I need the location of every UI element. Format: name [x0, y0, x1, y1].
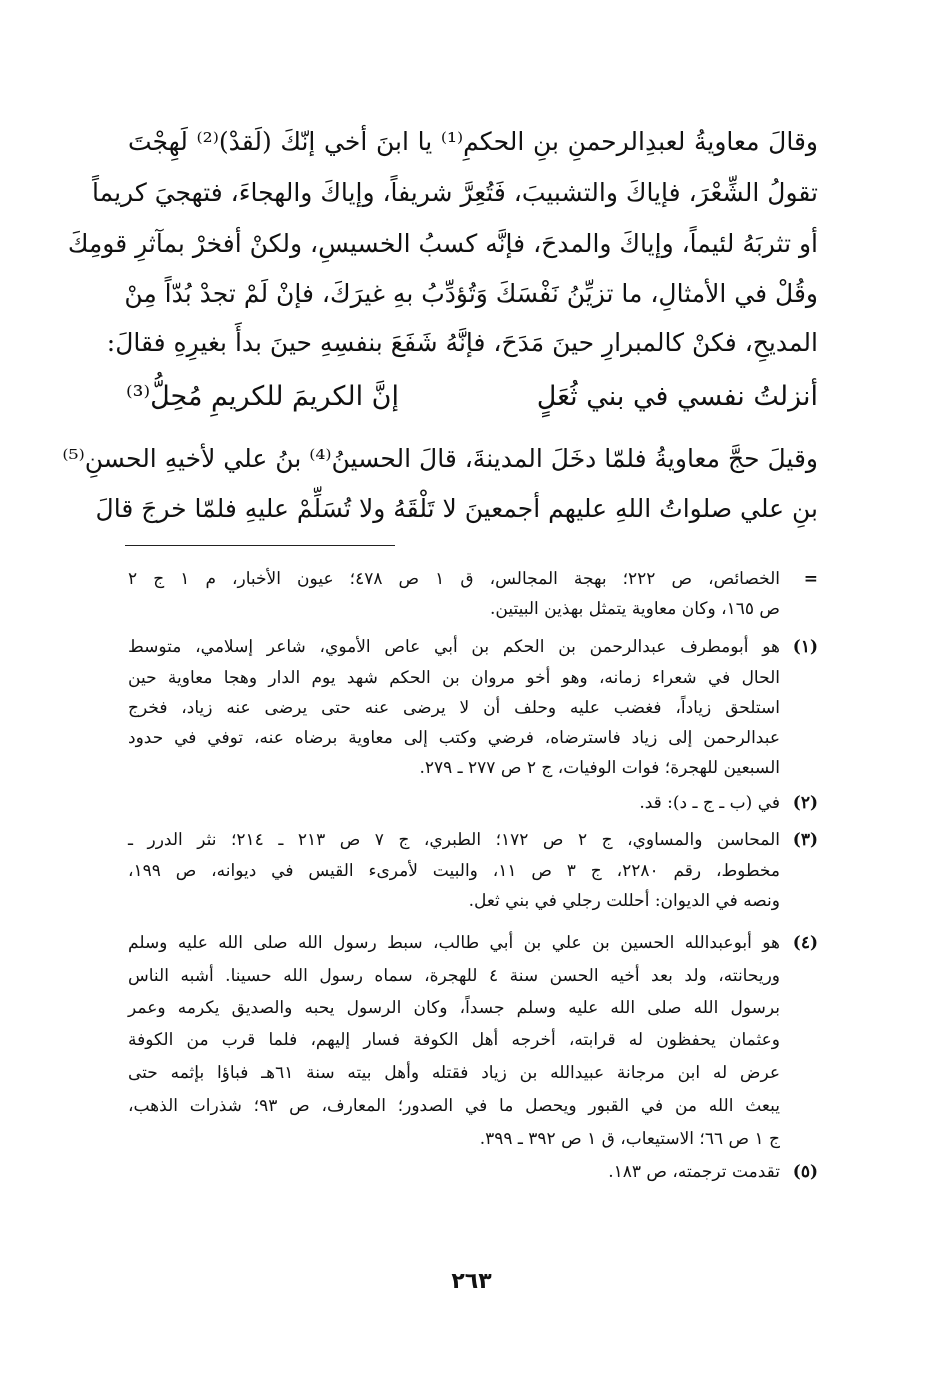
footnote-separator [125, 545, 395, 546]
footnote-4-marker: (٤) [792, 933, 818, 953]
footnote-line: ص ١٦٥، وكان معاوية يتمثل بهذين البيتين. [489, 599, 780, 619]
footnote-line: في (ب ـ ج ـ د): قد. [639, 793, 780, 813]
footnote-line: ونصه في الديوان: أحللت رجلي في بني ثعل. [468, 891, 780, 911]
body-text-line: أو تثربَهُ لئيماً، وإياكَ والمدحَ، فإنَّه كسبُ الخسيسِ، ولكنْ أفخرْ بمآثرِ قومِكَ [67, 229, 818, 258]
footnote-line: الخصائص، ص ٢٢٢؛ بهجة المجالس، ق ١ ص ٤٧٨؛ عيون الأخبار، م ١ ج ٢ [128, 569, 780, 589]
footnote-line: عرض له ابن مرجانة عبيدالله بن زياد فقتله وأهل بيته سنة ٦١هـ فباؤا بإثمه حتى [128, 1063, 781, 1083]
body-text-line: المديحِ، فكنْ كالمبرارِ حينَ مَدَحَ، فإنَّهُ شَفَعَ بنفسِهِ حينَ بدأَ بغيرِهِ فقالَ: [106, 328, 818, 357]
body-text-line: تقولُ الشِّعْرَ، فإياكَ والتشبيبَ، فَتُعِرَّ شريفاً، وإياكَ والهجاءَ، فتهجيَ كريماً [92, 178, 818, 207]
footnote-5-marker: (٥) [792, 1162, 818, 1182]
body-text-line: وقالَ معاويةُ لعبدِالرحمنِ بنِ الحكمِ⁽¹⁾ يا ابنَ أخي إنّكَ (لَقدْ)⁽²⁾ لَهِجْتَ [128, 127, 818, 156]
footnote-line: مخطوط، رقم ٢٢٨٠، ج ٣ ص ١١، والبيت لأمرىء القيس في ديوانه، ص ١٩٩، [128, 861, 780, 881]
page-number: ٢٦٣ [451, 1269, 492, 1294]
footnote-2-marker: (٢) [792, 793, 818, 813]
footnote-line: هو أبومطرف عبدالرحمن بن الحكم بن أبي عاص الأموي، شاعر إسلامي، متوسط [128, 637, 780, 657]
body-text-line: وقيلَ حجَّ معاويةُ فلمّا دخَلَ المدينةَ، قالَ الحسينُ⁽⁴⁾ بنُ علي لأخيهِ الحسنِ⁽⁵⁾ [62, 444, 818, 473]
body-text-line: وقُلْ في الأمثالِ، ما تزيِّنُ نَفْسَكَ وَتُؤدِّبُ بهِ غيرَكَ، فإنْ لَمْ تجدْ بُدّاً مِنْ [124, 279, 818, 308]
footnote-continuation-marker: = [803, 569, 818, 589]
footnote-line: السبعين للهجرة؛ فوات الوفيات، ج ٢ ص ٢٧٧ ـ ٢٧٩. [419, 758, 780, 778]
verse-first-hemistich: أنزلتُ نفسي في بني ثُعَلٍ [536, 381, 818, 412]
footnote-line: وعثمان يحفظون له قرابته، أخرجه أهل الكوفة فسار إليهم، فلما قرب من الكوفة [128, 1030, 780, 1050]
footnote-line: برسول الله صلى الله عليه وسلم جسداً، وكان الرسول يحبه والصديق يكرمه وعمر [128, 998, 780, 1018]
footnote-line: الحال في شعراء زمانه، وهو أخو مروان بن الحكم شهد يوم الدار وهجا معاوية حين [128, 668, 780, 688]
footnote-line: هو أبوعبدالله الحسين بن علي بن أبي طالب، سبط رسول الله صلى الله عليه وسلم [128, 933, 780, 953]
body-text-line: بنِ علي صلواتُ اللهِ عليهم أجمعينَ لا تَلْقَهُ ولا تُسَلِّمْ عليهِ فلمّا خرجَ قالَ [95, 494, 818, 523]
poem-verse [126, 372, 818, 422]
footnote-line: ج ١ ص ٦٦؛ الاستيعاب، ق ١ ص ٣٩٢ ـ ٣٩٩. [479, 1129, 780, 1149]
footnote-line: يبعث الله من في القبور ويحصل ما في الصدور؛ المعارف، ص ٩٣؛ شذرات الذهب، [128, 1096, 780, 1116]
footnote-line: المحاسن والمساوي، ج ٢ ص ١٧٢؛ الطبري، ج ٧ ص ٢١٣ ـ ٢١٤؛ نثر الدرر ـ [128, 830, 780, 850]
footnote-line: وريحانته، ولد بعد أخيه الحسن سنة ٤ للهجرة، سماه رسول الله حسينا. أشبه الناس [128, 966, 780, 986]
verse-second-hemistich: إنَّ الكريمَ للكريمِ مُحِلُّ⁽³⁾ [126, 381, 399, 412]
footnote-3-marker: (٣) [792, 830, 818, 850]
footnote-line: عبدالرحمن إلى زياد فاسترضاه، فرضي وكتب إلى معاوية برضاه عنه، توفي في حدود [128, 728, 780, 748]
footnote-1-marker: (١) [792, 637, 818, 657]
footnote-line: تقدمت ترجمته، ص ١٨٣. [608, 1162, 780, 1182]
footnote-line: استلحق زياداً، فغضب عليه وحلف أن لا يرضى عنه حتى يرضى عنه زياد، فخرج [128, 698, 780, 718]
